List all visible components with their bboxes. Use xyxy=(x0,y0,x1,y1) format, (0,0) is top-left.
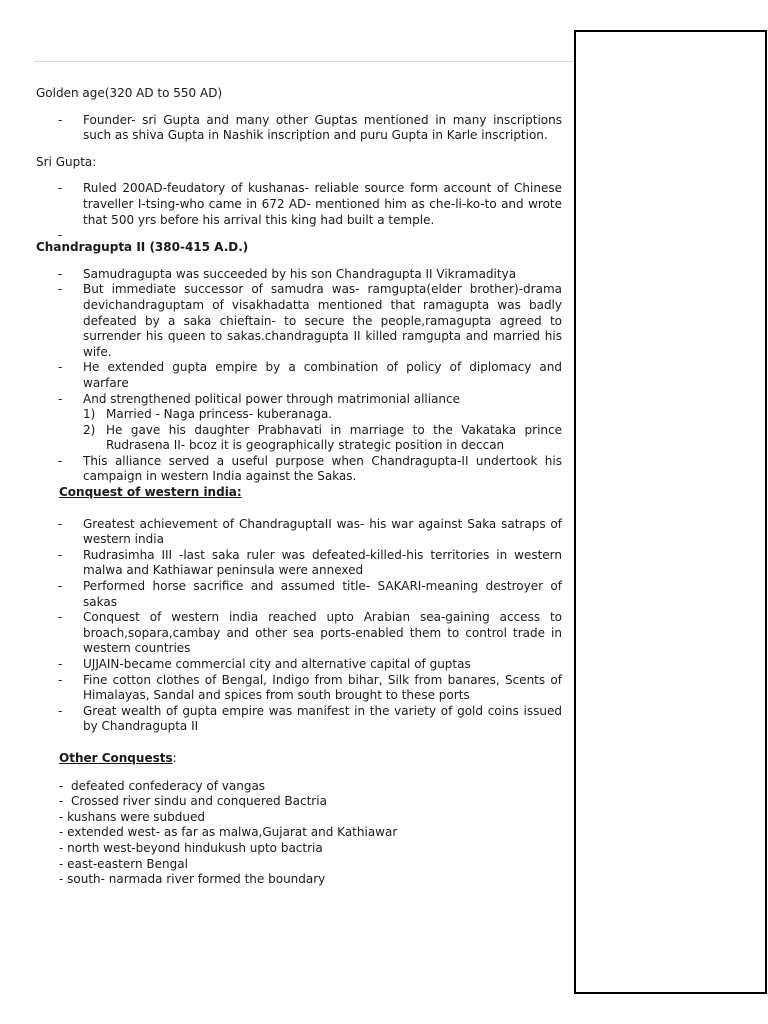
other-conquests-heading: Other Conquests xyxy=(59,750,173,765)
golden-age-list xyxy=(36,113,562,144)
conquest-western-list xyxy=(36,517,562,735)
alliance-text: Married - Naga princess- kuberanaga. xyxy=(106,407,333,422)
conquest-western-heading: Conquest of western india: xyxy=(59,485,242,500)
other-conquest-item: - kushans were subdued xyxy=(59,809,205,824)
conquest-item: - Greatest achievement of ChandraguptaII was- his war against Saka satraps of western india xyxy=(36,517,562,548)
other-conquest-item: - south- narmada river formed the boundary xyxy=(59,872,326,887)
other-conquests-list xyxy=(36,779,562,888)
conquest-item: - Conquest of western india reached upto Arabian sea-gaining access to broach,sopara,cambay and other sea ports-enabled them to control trade in western countries xyxy=(36,610,562,657)
alliance-text: He gave his daughter Prabhavati in marriage to the Vakataka prince Rudrasena II- bcoz it is geographically strategic position in deccan xyxy=(106,422,562,453)
other-conquests-heading-line xyxy=(36,751,562,767)
chandragupta-item: - This alliance served a useful purpose when Chandragupta-II undertook his campaign in western India against the Sakas. xyxy=(36,454,562,485)
sri-gupta-item: - Ruled 200AD-feudatory of kushanas- reliable source form account of Chinese traveller I-tsing-who came in 672 AD- mentioned him as che-li-ko-to and wrote that 500 yrs before his arrival this king had built a temple. xyxy=(36,181,562,228)
other-conquest-item: - east-eastern Bengal xyxy=(59,856,188,871)
conquest-item: - Fine cotton clothes of Bengal, Indigo from bihar, Silk from banares, Scents of Himalayas, Sandal and spices from south brought to these ports xyxy=(36,673,562,704)
golden-age-item: - Founder- sri Gupta and many other Guptas mentioned in many inscriptions such as shiva Gupta in Nashik inscription and puru Gupta in Karle inscription. xyxy=(36,113,562,144)
chandragupta-item: - But immediate successor of samudra was- ramgupta(elder brother)-drama devichandraguptam of visakhadatta mentioned that ramagupta was badly defeated by a saka chieftain- to secure the people,ramagupta agreed to surrender his queen to sakas.chandragupta II killed ramgupta and married his wife. xyxy=(36,282,562,360)
conquest-item: - Rudrasimha III -last saka ruler was defeated-killed-his territories in western malwa and Kathiawar peninsula were annexed xyxy=(36,548,562,579)
other-conquest-item: - Crossed river sindu and conquered Bactria xyxy=(59,794,327,809)
golden-age-heading: Golden age(320 AD to 550 AD) xyxy=(36,86,223,100)
alliance-number: 1) xyxy=(83,407,96,422)
sri-gupta-heading: Sri Gupta: xyxy=(36,154,97,169)
conquest-item: - UJJAIN-became commercial city and alternative capital of guptas xyxy=(36,657,562,673)
chandragupta-item: - Samudragupta was succeeded by his son Chandragupta II Vikramaditya xyxy=(36,267,562,283)
chandragupta-item: - And strengthened political power through matrimonial alliance xyxy=(36,392,562,408)
alliance-item xyxy=(36,423,562,454)
chandragupta-item: - He extended gupta empire by a combination of policy of diplomacy and warfare xyxy=(36,360,562,391)
chandragupta-list-continued xyxy=(36,454,562,485)
other-conquest-item: - north west-beyond hindukush upto bactria xyxy=(59,840,323,855)
chandragupta-heading: Chandragupta II (380-415 A.D.) xyxy=(36,240,249,255)
conquest-item: - Performed horse sacrifice and assumed title- SAKARI-meaning destroyer of sakas xyxy=(36,579,562,610)
header-rule xyxy=(34,61,574,62)
document-body xyxy=(36,86,562,888)
conquest-item: - Great wealth of gupta empire was manifest in the variety of gold coins issued by Chandragupta II xyxy=(36,704,562,735)
other-conquest-item: - defeated confederacy of vangas xyxy=(59,778,266,793)
sri-gupta-list xyxy=(36,181,562,228)
other-conquest-item: - extended west- as far as malwa,Gujarat and Kathiawar xyxy=(59,825,398,840)
side-margin-box xyxy=(574,30,767,994)
other-conquests-colon: : xyxy=(172,750,177,765)
chandragupta-list xyxy=(36,267,562,407)
alliance-number: 2) xyxy=(83,422,96,437)
alliance-item xyxy=(36,407,562,423)
alliance-list xyxy=(36,407,562,454)
